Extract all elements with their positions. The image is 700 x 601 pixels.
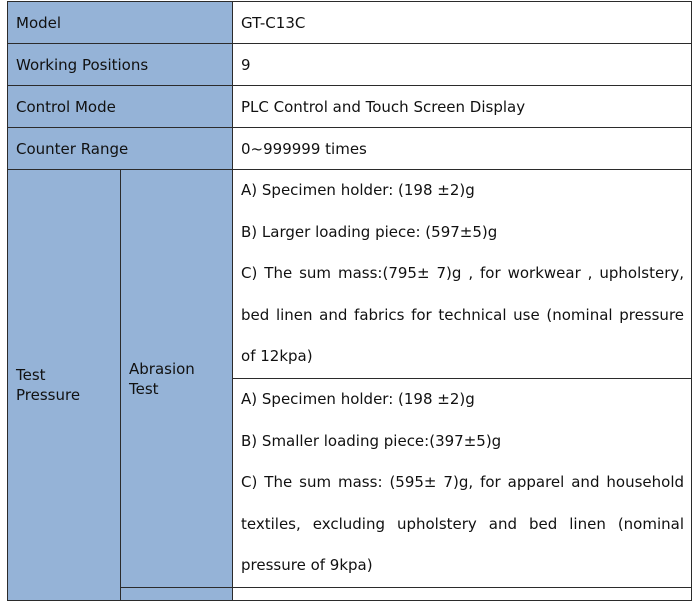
block2-line4: textiles, excluding upholstery and bed linen (nominal [241, 514, 685, 533]
next-row-label-partial [121, 588, 233, 601]
block1-line1: A) Specimen holder: (198 ±2)g [241, 181, 475, 200]
row-model [8, 2, 692, 44]
specification-table [7, 1, 692, 601]
block1-line2: B) Larger loading piece: (597±5)g [241, 222, 498, 241]
block2-line1: A) Specimen holder: (198 ±2)g [241, 390, 475, 409]
working-positions-label: Working Positions [8, 44, 233, 86]
block1-line4: bed linen and fabrics for technical use (nominal pressure [241, 305, 685, 324]
block2-line2: B) Smaller loading piece:(397±5)g [241, 431, 502, 450]
test-pressure-label [8, 170, 121, 601]
test-pressure-label-line1: Test [16, 366, 46, 384]
row-test-pressure-block1 [8, 170, 692, 379]
block2-line5: pressure of 9kpa) [241, 556, 373, 575]
control-mode-value: PLC Control and Touch Screen Display [233, 86, 692, 128]
abrasion-block-9kpa [233, 379, 692, 588]
abrasion-block-12kpa [233, 170, 692, 379]
control-mode-label: Control Mode [8, 86, 233, 128]
row-working-positions [8, 44, 692, 86]
next-row-value-partial [233, 588, 692, 601]
block1-line3: C) The sum mass:(795± 7)g , for workwear , upholstery, [241, 264, 685, 283]
model-value: GT-C13C [233, 2, 692, 44]
row-control-mode [8, 86, 692, 128]
row-counter-range [8, 128, 692, 170]
test-pressure-label-line2: Pressure [16, 386, 81, 404]
counter-range-label: Counter Range [8, 128, 233, 170]
working-positions-value: 9 [233, 44, 692, 86]
block2-line3: C) The sum mass: (595± 7)g, for apparel and household [241, 473, 685, 492]
abrasion-test-label [121, 170, 233, 588]
abrasion-test-label-line1: Abrasion [129, 359, 195, 378]
abrasion-test-label-line2: Test [129, 379, 159, 398]
block1-line5: of 12kpa) [241, 347, 313, 366]
model-label: Model [8, 2, 233, 44]
counter-range-value: 0~999999 times [233, 128, 692, 170]
